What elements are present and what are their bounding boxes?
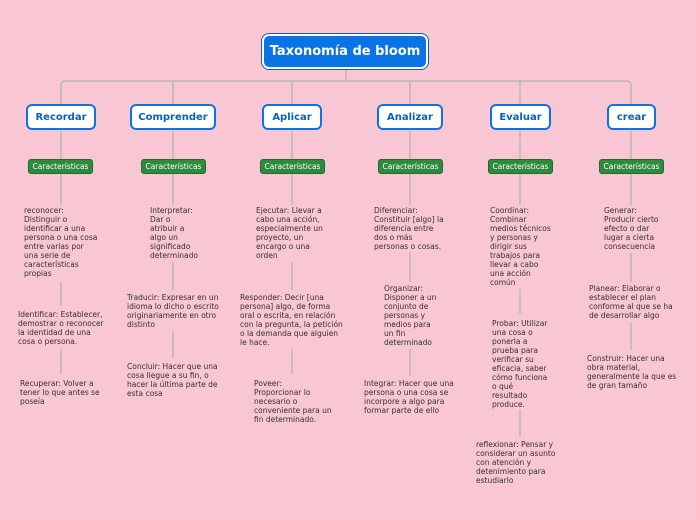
note-responder[interactable]: Responder: Decir [una persona] algo, de forma oral o escrita, en relación con la pregunta, la petición o la demanda que alguien le hace. bbox=[240, 293, 343, 347]
note-reflexionar[interactable]: reflexionar: Pensar y considerar un asunto con atención y detenimiento para estudiarlo bbox=[476, 440, 556, 485]
characteristics-tag-crear[interactable]: Características bbox=[599, 159, 664, 174]
note-identificar[interactable]: Identificar: Establecer, demostrar o reconocer la identidad de una cosa o persona. bbox=[18, 310, 104, 346]
characteristics-tag-aplicar[interactable]: Características bbox=[260, 159, 325, 174]
note-ejecutar[interactable]: Ejecutar: Llevar a cabo una acción, especialmente un proyecto, un encargo o una orden bbox=[256, 206, 323, 260]
note-construir[interactable]: Construir: Hacer una obra material, generalmente la que es de gran tamaño bbox=[587, 354, 677, 390]
note-planear[interactable]: Planear: Elaborar o establecer el plan conforme al que se ha de desarrollar algo bbox=[589, 284, 673, 320]
note-probar[interactable]: Probar: Utilizar una cosa o ponerla a prueba para verificar su eficacia, saber cómo funciona o qué resultado produce. bbox=[492, 319, 548, 409]
note-diferenciar[interactable]: Diferenciar: Constituir [algo] la diferencia entre dos o más personas o cosas. bbox=[374, 206, 444, 251]
characteristics-tag-evaluar[interactable]: Características bbox=[488, 159, 553, 174]
category-node-comprender[interactable]: Comprender bbox=[130, 104, 216, 130]
note-traducir[interactable]: Traducir: Expresar en un idioma lo dicho o escrito originariamente en otro distinto bbox=[127, 293, 219, 329]
category-node-crear[interactable]: crear bbox=[607, 104, 656, 130]
characteristics-tag-analizar[interactable]: Características bbox=[378, 159, 443, 174]
characteristics-tag-recordar[interactable]: Características bbox=[28, 159, 93, 174]
note-concluir[interactable]: Concluir: Hacer que una cosa llegue a su fin, o hacer la última parte de esta cosa bbox=[127, 362, 218, 398]
note-reconocer[interactable]: reconocer: Distinguir o identificar a una persona o una cosa entre varias por una serie de características propias bbox=[24, 206, 98, 278]
category-node-recordar[interactable]: Recordar bbox=[26, 104, 96, 130]
note-generar[interactable]: Generar: Producir cierto efecto o dar lugar a cierta consecuencia bbox=[604, 206, 659, 251]
note-organizar[interactable]: Organizar: Disponer a un conjunto de personas y medios para un fin determinado bbox=[384, 284, 437, 347]
category-node-evaluar[interactable]: Evaluar bbox=[490, 104, 551, 130]
characteristics-tag-comprender[interactable]: Características bbox=[141, 159, 206, 174]
note-coordinar[interactable]: Coordinar: Combinar medios técnicos y personas y dirigir sus trabajos para llevar a cabo una acción común bbox=[490, 206, 551, 287]
note-integrar[interactable]: Integrar: Hacer que una persona o una cosa se incorpore a algo para formar parte de ello bbox=[364, 379, 454, 415]
category-node-analizar[interactable]: Analizar bbox=[377, 104, 443, 130]
note-recuperar[interactable]: Recuperar: Volver a tener lo que antes se poseía bbox=[20, 379, 100, 406]
note-interpretar[interactable]: Interpretar: Dar o atribuir a algo un significado determinado bbox=[150, 206, 198, 260]
root-title-node[interactable]: Taxonomía de bloom bbox=[262, 34, 428, 69]
category-node-aplicar[interactable]: Aplicar bbox=[262, 104, 322, 130]
note-poveer[interactable]: Poveer: Proporcionar lo necesario o conveniente para un fin determinado. bbox=[254, 379, 332, 424]
